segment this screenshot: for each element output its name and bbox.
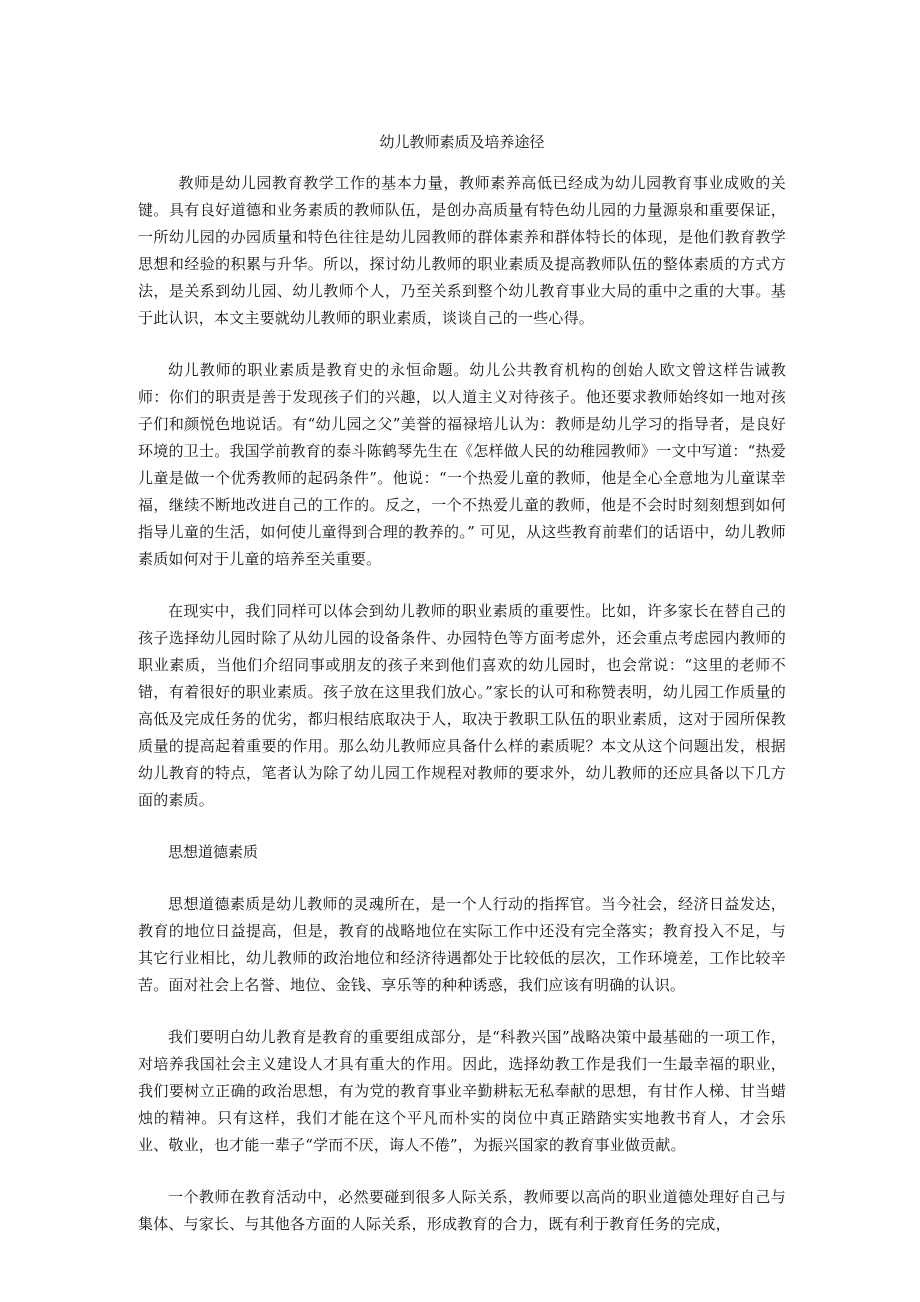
document-title: 幼儿教师素质及培养途径 xyxy=(379,133,545,151)
paragraph-history: 幼儿教师的职业素质是教育史的永恒命题。幼儿公共教育机构的创始人欧文曾这样告诫教师：你们的职责是善于发现孩子们的兴趣，以人道主义对待孩子。他还要求教师始终如一地对孩子们和颜悦色地说话。有“幼儿园之父”美誉的福禄培儿认为：教师是幼儿学习的指导者，是良好环境的卫士。我国学前教育的泰斗陈鹤琴先生在《怎样做人民的幼稚园教师》一文中写道：“热爱儿童是做一个优秀教师的起码条件”。他说：“一个热爱儿童的教师，他是全心全意地为儿童谋幸福，继续不断地改进自己的工作的。反之，一个不热爱儿童的教师，他是不会时时刻刻想到如何指导儿童的生活，如何使儿童得到合理的教养的。” 可见，从这些教育前辈们的话语中，幼儿教师素质如何对于儿童的培养至关重要。 xyxy=(138,361,786,568)
paragraph-moral-3: 一个教师在教育活动中，必然要碰到很多人际关系，教师要以高尚的职业道德处理好自己与集体、与家长、与其他各方面的人际关系，形成教育的合力，既有利于教育任务的完成， xyxy=(138,1188,786,1233)
paragraph-moral-1: 思想道德素质是幼儿教师的灵魂所在，是一个人行动的指挥官。当今社会，经济日益发达，教育的地位日益提高，但是，教育的战略地位在实际工作中还没有完全落实；教育投入不足，与其它行业相比，幼儿教师的政治地位和经济待遇都处于比较低的层次，工作环境差，工作比较辛苦。面对社会上名誉、地位、金钱、享乐等的种种诱惑，我们应该有明确的认识。 xyxy=(138,895,786,994)
paragraph-reality: 在现实中，我们同样可以体会到幼儿教师的职业素质的重要性。比如，许多家长在替自己的孩子选择幼儿园时除了从幼儿园的设备条件、办园特色等方面考虑外，还会重点考虑园内教师的职业素质，当他们介绍同事或朋友的孩子来到他们喜欢的幼儿园时，也会常说：“这里的老师不错，有着很好的职业素质。孩子放在这里我们放心。”家长的认可和称赞表明，幼儿园工作质量的高低及完成任务的优劣，都归根结底取决于人，取决于教职工队伍的职业素质，这对于园所保教质量的提高起着重要的作用。那么幼儿教师应具备什么样的素质呢？本文从这个问题出发，根据幼儿教育的特点，笔者认为除了幼儿园工作规程对教师的要求外，幼儿教师的还应具备以下几方面的素质。 xyxy=(138,602,786,809)
section-heading: 思想道德素质 xyxy=(168,843,259,861)
paragraph-intro: 教师是幼儿园教育教学工作的基本力量，教师素养高低已经成为幼儿园教育事业成败的关键。具有良好道德和业务素质的教师队伍，是创办高质量有特色幼儿园的力量源泉和重要保证，一所幼儿园的办园质量和特色往往是幼儿园教师的群体素养和群体特长的体现，是他们教育教学思想和经验的积累与升华。所以，探讨幼儿教师的职业素质及提高教师队伍的整体素质的方式方法，是关系到幼儿园、幼儿教师个人，乃至关系到整个幼儿教育事业大局的重中之重的大事。基于此认识，本文主要就幼儿教师的职业素质，谈谈自己的一些心得。 xyxy=(138,174,786,327)
paragraph-moral-2: 我们要明白幼儿教育是教育的重要组成部分，是“科教兴国”战略决策中最基础的一项工作，对培养我国社会主义建设人才具有重大的作用。因此，选择幼教工作是我们一生最幸福的职业，我们要树立正确的政治思想，有为党的教育事业辛勤耕耘无私奉献的思想，有甘作人梯、甘当蜡烛的精神。只有这样，我们才能在这个平凡而朴实的岗位中真正踏踏实实地教书育人，才会乐业、敬业，也才能一辈子“学而不厌，诲人不倦”，为振兴国家的教育事业做贡献。 xyxy=(138,1028,786,1154)
document-page xyxy=(138,128,786,1263)
